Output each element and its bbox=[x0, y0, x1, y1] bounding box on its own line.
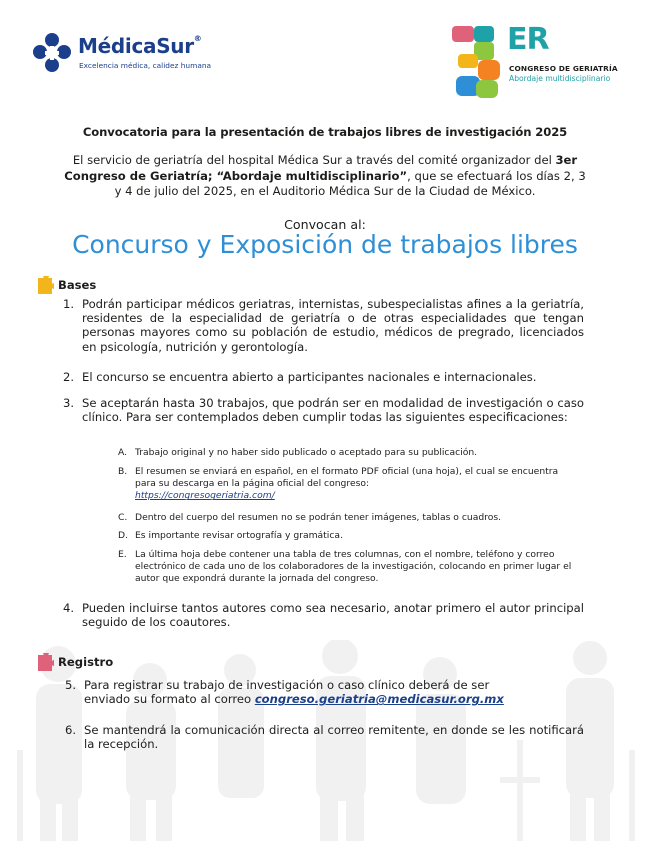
spec-item: A. Trabajo original y no haber sido publicado o aceptado para su publicación. bbox=[118, 447, 478, 458]
medicasur-name: MédicaSur® bbox=[78, 34, 202, 58]
medicasur-emblem-icon bbox=[32, 32, 72, 74]
page-title: Convocatoria para la presentación de trabajos libres de investigación 2025 bbox=[82, 125, 568, 139]
puzzle-piece-icon bbox=[38, 653, 54, 671]
list-item: 1. Podrán participar médicos geriatras, internistas, subespecialistas afines a la geriatría, residentes de la especialidad de geriatría o de otras especialidades que tengan personas mayores como su población de estudio, médicos de pregrado, licenciados en psicología, nutrición y gerontología. bbox=[63, 297, 584, 354]
registro-email-link[interactable]: congreso.geriatria@medicasur.org.mx bbox=[254, 692, 504, 707]
congreso-subtitle: Abordaje multidisciplinario bbox=[509, 74, 611, 83]
intro-paragraph: El servicio de geriatría del hospital Médica Sur a través del comité organizador del 3er Congreso de Geriatría; “Abordaje multidisciplinario”, que se efectuará los días 2, 3 y 4 de julio del 2025, en el Auditorio Médica Sur de la Ciudad de México. bbox=[64, 153, 586, 199]
list-item: 4. Pueden incluirse tantos autores como sea necesario, anotar primero el autor principal seguido de los coautores. bbox=[63, 601, 584, 630]
contest-title: Concurso y Exposición de trabajos libres bbox=[72, 230, 578, 259]
convocan-label: Convocan al: bbox=[284, 217, 366, 232]
medicasur-logo bbox=[32, 32, 222, 76]
congreso-website-link[interactable]: https://congresogeriatria.com/ bbox=[135, 490, 275, 502]
spec-item: D. Es importante revisar ortografía y gramática. bbox=[118, 530, 343, 541]
congreso-title: CONGRESO DE GERIATRÍA bbox=[509, 64, 618, 73]
list-item: 3. Se aceptarán hasta 30 trabajos, que podrán ser en modalidad de investigación o caso clínico. Para ser contemplados deben cumplir todas las siguientes especificaciones: bbox=[63, 396, 584, 425]
medicasur-tagline: Excelencia médica, calidez humana bbox=[79, 61, 212, 70]
list-item: 2. El concurso se encuentra abierto a participantes nacionales e internacionales. bbox=[63, 370, 537, 384]
puzzle-piece-icon bbox=[38, 276, 54, 294]
spec-item: E. La última hoja debe contener una tabla de tres columnas, con el nombre, teléfono y correo electrónico de cada uno de los colaboradores de la investigación, colocando en primer lugar el autor que expondrá durante la jornada del congreso. bbox=[118, 549, 572, 585]
list-item: 5. Para registrar su trabajo de investigación o caso clínico deberá de ser enviado su formato al correo congreso.geriatria@medicasur.org.mx bbox=[65, 678, 504, 707]
congreso-er-suffix: ER bbox=[507, 22, 549, 57]
list-item: 6. Se mantendrá la comunicación directa al correo remitente, en donde se les notificará la recepción. bbox=[65, 723, 584, 752]
spec-item: C. Dentro del cuerpo del resumen no se podrán tener imágenes, tablas o cuadros. bbox=[118, 512, 502, 523]
spec-item: B. El resumen se enviará en español, en el formato PDF oficial (una hoja), el cual se encuentra para su descarga en la página oficial del congreso: https://congresogeriatria.com/ bbox=[118, 466, 559, 502]
congreso-geriatria-logo bbox=[452, 24, 632, 104]
